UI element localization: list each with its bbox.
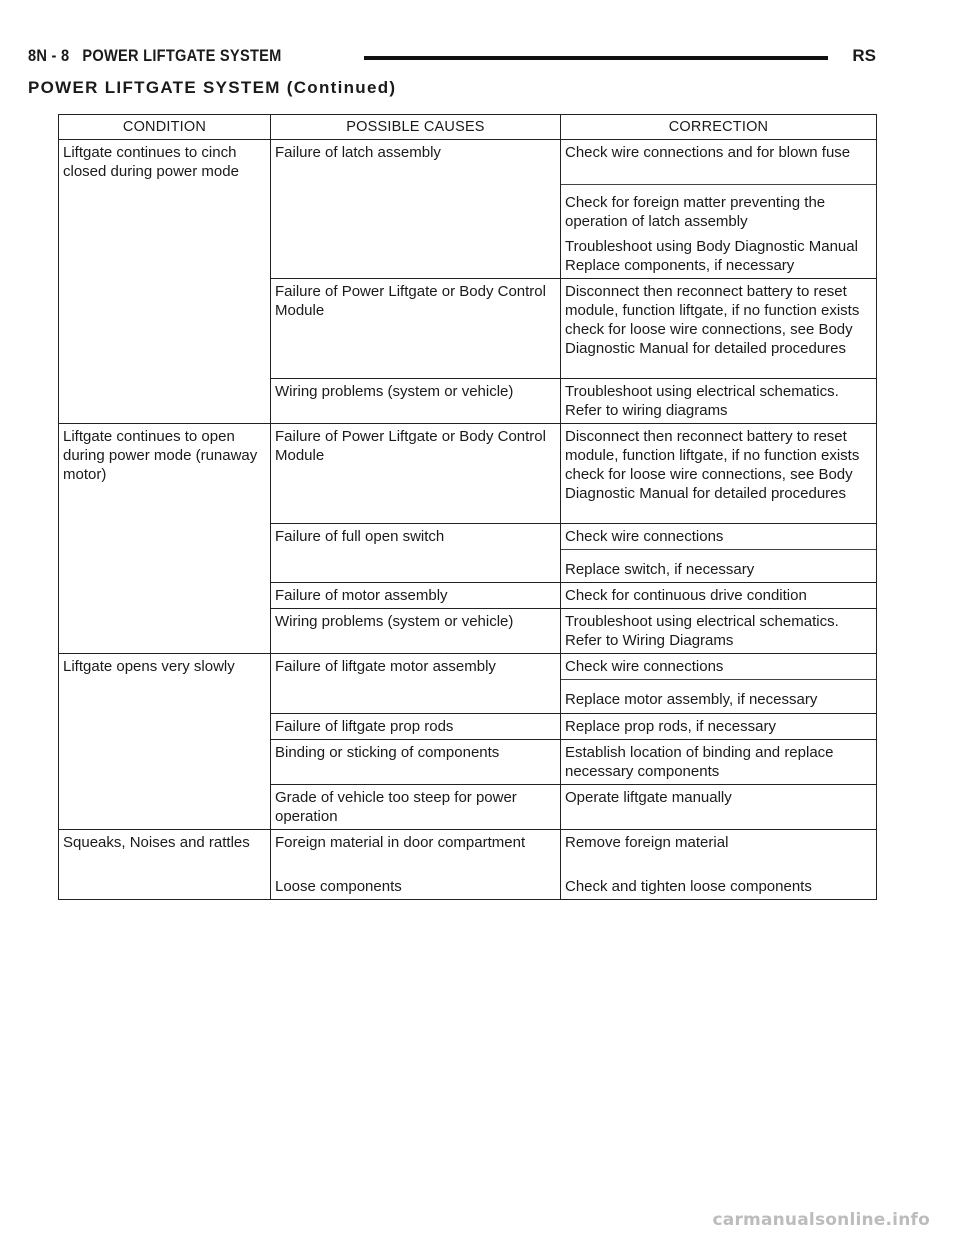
correction-cell: Check for continuous drive condition: [561, 583, 877, 609]
table-row: [59, 654, 877, 680]
watermark: carmanualsonline.info: [712, 1210, 930, 1230]
cause-cell: Wiring problems (system or vehicle): [271, 379, 561, 424]
condition-cell: [59, 740, 271, 785]
correction-cell: Check wire connections: [561, 524, 877, 550]
correction-cell: Troubleshoot using Body Diagnostic Manual Replace components, if necessary: [561, 234, 877, 279]
correction-cell: Replace prop rods, if necessary: [561, 714, 877, 740]
correction-cell: Troubleshoot using electrical schematics. Refer to Wiring Diagrams: [561, 609, 877, 654]
condition-cell: [59, 874, 271, 900]
cause-cell: Loose components: [271, 874, 561, 900]
cause-cell: [271, 680, 561, 714]
cause-cell: Foreign material in door compartment: [271, 830, 561, 874]
section-title: POWER LIFTGATE SYSTEM (Continued): [28, 78, 397, 97]
table-row: [59, 714, 877, 740]
cause-cell: Failure of liftgate prop rods: [271, 714, 561, 740]
condition-cell: Squeaks, Noises and rattles: [59, 830, 271, 874]
page-header-code: RS: [852, 46, 876, 65]
cause-cell: Failure of motor assembly: [271, 583, 561, 609]
table-row: [59, 740, 877, 785]
table-row: [59, 830, 877, 874]
cause-cell: Grade of vehicle too steep for power operation: [271, 785, 561, 830]
page-header-title: 8N - 8 POWER LIFTGATE SYSTEM: [28, 46, 282, 65]
correction-cell: Establish location of binding and replace necessary components: [561, 740, 877, 785]
correction-cell: Check and tighten loose components: [561, 874, 877, 900]
condition-cell: [59, 234, 271, 279]
correction-cell: Check wire connections and for blown fuse: [561, 140, 877, 185]
condition-cell: [59, 185, 271, 235]
correction-cell: Disconnect then reconnect battery to reset module, function liftgate, if no function exists check for loose wire connections, see Body Diagnostic Manual for detailed procedures: [561, 279, 877, 379]
cause-cell: Failure of liftgate motor assembly: [271, 654, 561, 680]
correction-cell: Troubleshoot using electrical schematics. Refer to wiring diagrams: [561, 379, 877, 424]
table-header-row: [59, 115, 877, 140]
page-header: [28, 44, 876, 74]
table-row: [59, 583, 877, 609]
cause-cell: [271, 234, 561, 279]
column-header-correction: CORRECTION: [561, 115, 877, 140]
condition-cell: Liftgate continues to open during power mode (runaway motor): [59, 424, 271, 524]
cause-cell: Failure of full open switch: [271, 524, 561, 550]
condition-cell: [59, 785, 271, 830]
correction-cell: Check for foreign matter preventing the operation of latch assembly: [561, 185, 877, 235]
diagnosis-table: [58, 114, 877, 900]
condition-cell: [59, 680, 271, 714]
cause-cell: Failure of latch assembly: [271, 140, 561, 185]
header-rule: [364, 56, 828, 60]
table-row: [59, 524, 877, 550]
cause-cell: Failure of Power Liftgate or Body Control Module: [271, 279, 561, 379]
table-row: [59, 279, 877, 379]
table-row: [59, 424, 877, 524]
correction-cell: Replace motor assembly, if necessary: [561, 680, 877, 714]
cause-cell: Wiring problems (system or vehicle): [271, 609, 561, 654]
table-row: [59, 185, 877, 235]
cause-cell: Failure of Power Liftgate or Body Control Module: [271, 424, 561, 524]
condition-cell: [59, 524, 271, 550]
condition-cell: [59, 609, 271, 654]
condition-cell: [59, 714, 271, 740]
table-row: [59, 609, 877, 654]
correction-cell: Operate liftgate manually: [561, 785, 877, 830]
correction-cell: Disconnect then reconnect battery to reset module, function liftgate, if no function exists check for loose wire connections, see Body Diagnostic Manual for detailed procedures: [561, 424, 877, 524]
table-row: [59, 785, 877, 830]
cause-cell: Binding or sticking of components: [271, 740, 561, 785]
correction-cell: Replace switch, if necessary: [561, 550, 877, 583]
table-row: [59, 234, 877, 279]
table-row: [59, 140, 877, 185]
condition-cell: Liftgate opens very slowly: [59, 654, 271, 680]
column-header-causes: POSSIBLE CAUSES: [271, 115, 561, 140]
table-row: [59, 379, 877, 424]
column-header-condition: CONDITION: [59, 115, 271, 140]
condition-cell: Liftgate continues to cinch closed during power mode: [59, 140, 271, 185]
table-row: [59, 680, 877, 714]
condition-cell: [59, 279, 271, 379]
condition-cell: [59, 550, 271, 583]
cause-cell: [271, 550, 561, 583]
table-row: [59, 550, 877, 583]
condition-cell: [59, 583, 271, 609]
condition-cell: [59, 379, 271, 424]
correction-cell: Check wire connections: [561, 654, 877, 680]
correction-cell: Remove foreign material: [561, 830, 877, 874]
table-row: [59, 874, 877, 900]
cause-cell: [271, 185, 561, 235]
